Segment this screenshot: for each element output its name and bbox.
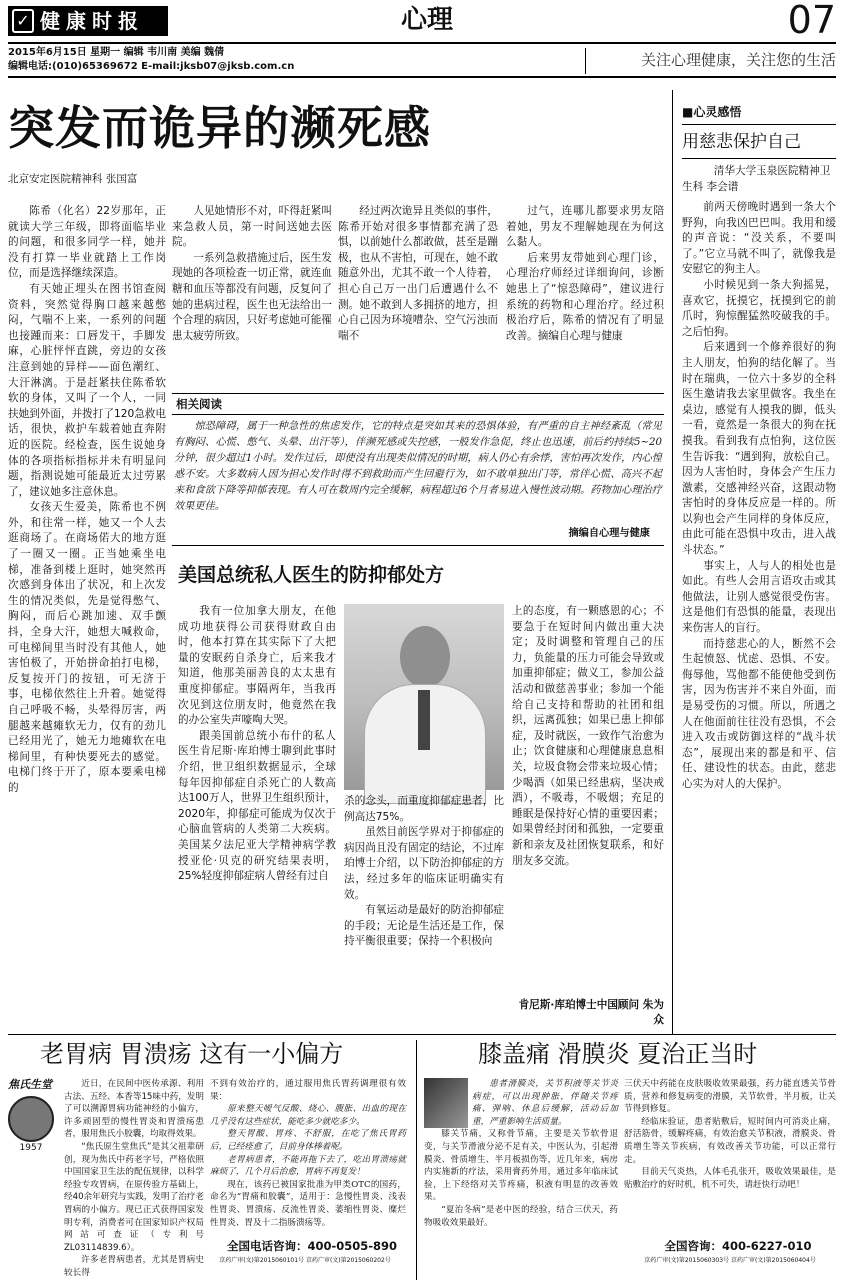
contact-line: 编辑电话:(010)65369672 E-mail:jksb07@jksb.com.cn [8, 61, 295, 72]
paragraph: 经临床验证，患者贴敷后，短时间内可消炎止痛，舒活筋骨，缓解疼痛，有效治愈关节积液，滑膜炎、骨质增生等关节疾病，有效改善关节功能，可以正常行走。 [624, 1116, 836, 1165]
main-byline: 北京安定医院精神科 张国富 [8, 173, 138, 185]
paragraph: 人见她情形不对，吓得赶紧叫来急救人员，第一时间送她去医院。 [172, 205, 332, 249]
sidebar-title: 用慈悲保护自己 [682, 132, 801, 152]
paragraph: 有天她正埋头在图书馆查阅资料，突然觉得胸口越来越憋闷，气喘不上来，一系列的问题也接踵而来：口唇发干，手脚发麻，心脏怦怦直跳，旁边的女孩注意到她的异样——面色潮红、大汗淋漓。于是赶紧扶住陈希软软的身体，又叫了一个人，一同扶她到外面，并拨打了120急救电话，很快，救护车载着她直奔附近的医院。经检查，医生说她身体的各项指标指标并未有明显问题，指测说她可能最近太过劳累了，建议她多注意休息。 [8, 282, 166, 498]
ad-left-col1 [64, 1078, 204, 1278]
paragraph: 膝关节痛，又称骨节痛，主要是关节软骨退变，与关节滑液分泌不足有关，中医认为，引起滑膜炎、骨质增生、半月板损伤等，近几年来，病房内实施新的疗法，采用膏药外用，通过多年临床试验，上下经络对关节疼痛，积液有明显的改善效果。 [424, 1129, 618, 1203]
paragraph: 上的态度，有一颗感恩的心；不要急于在短时间内做出重大决定；及时调整和管理自己的压力，负能量的压力可能会导致或加重抑郁症；做义工，参加公益活动和做慈善事业；参加一个能给自己支持和帮助的社团和组织，远离孤独；如果已患上抑郁症，及时就医，一致作气治愈为止；饮食健康和心理健康息息相关，垃圾食物会带来垃圾心情；少喝酒（如果已经患病，坚决戒酒），不吸毒，不吸烟；充足的睡眠是保持好心情的重要因素；如果曾经封闭和孤独，一定要重新和亲友及社团恢复联系，和好朋友多交流。 [512, 605, 664, 867]
paragraph: “焦氏原生堂焦氏”是其父祖辈研创，现为焦氏中药老字号，严格依照中国国家卫生法的配伍规律，以科学经验专攻胃病，在原传验方基础上，经40余年研究与实践，发明了治疗老胃病的小偏方。现已正式获得国家发明专利，消费者可在国家知识产权局网站可查证（专利号ZL03114839.6）。 [64, 1141, 204, 1253]
masthead [0, 0, 844, 78]
paragraph: 许多老胃病患者，尤其是胃病史较长得 [64, 1255, 204, 1278]
brand-portrait-icon [8, 1096, 54, 1142]
photo-head [400, 626, 450, 688]
ad-left-logo [8, 1078, 60, 1168]
paragraph: 过气，连哪儿都要求男友陪着她，男友不理解她现在为何这么黏人。 [506, 205, 664, 249]
ad-left-fineprint: 京药广审(文)第2015060101号 京药广审(文)第2015060202号 [219, 1257, 391, 1264]
main-article-col2 [172, 204, 332, 389]
paragraph: 现在，该药已被国家批准为甲类OTC的国药，命名为“胃痛和胶囊”，适用于：急慢性胃炎、浅表性胃炎、胃溃疡、反流性胃炎、萎缩性胃炎、糜烂性胃炎、胃及十二指肠溃疡等。 [210, 1179, 406, 1228]
second-headline: 美国总统私人医生的防抑郁处方 [178, 564, 445, 586]
paragraph: 而持慈悲心的人，断然不会生起愤怒、忧虑、恐惧、不安。侮辱他，骂他都不能使他受到伤害，因为伤害并不来自外面，而是易受伤的习惯。所以，所遇之人在他面前往往没有恐惧，不会进入攻击或防御这样的“战斗状态”，展现出来的都是和平、信任、建设性的状态。由此，慈悲心实为对人的大保护。 [682, 637, 836, 790]
date-line: 2015年6月15日 星期一 编辑 韦川南 美编 魏倩 [8, 47, 225, 58]
main-headline: 突发而诡异的濒死感 [8, 101, 431, 155]
paragraph: 老胃病患者，不能再拖下去了，吃出胃溃疡就麻烦了，几个月后治愈，胃病不再复发！ [210, 1154, 406, 1178]
ad-right-fineprint: 京药广审(文)第2015060303号 京药广审(文)第2015060404号 [644, 1257, 816, 1264]
ad-left-year: 1957 [19, 1143, 43, 1153]
paragraph: “夏治冬病”是老中医的经验，结合三伏天，药物吸收效果最好。 [424, 1204, 618, 1228]
main-article-col1-continued [8, 604, 166, 1024]
paragraph: 女孩天生爱美，陈希也不例外，和往常一样，她又一个人去逛商场了。在商场偌大的地方逛了一圈又一圈。正当她乘坐电梯，准备到楼上逛时，她突然再次感到身体出了状况，和上次发生的情况类似，先是觉得憋气、胸闷，而后心跳加速、双手颤抖，全身大汗，她想大喊救命，可电梯间里当时没有其他人，她害怕极了，开始拼命拍打电梯，反复按开门的按钮，可无济于事，电梯依然往上升着。她觉得自己呼吸不畅，头晕得厉害，两腿越来越瘫软无力，仅有的劲儿已经用光了，她无力地瘫软在电梯间里，有种快要死去的感觉。电梯门终于开了，原本要乘电梯的 [8, 501, 166, 794]
paragraph: 后来男友带她到心理门诊，心理治疗师经过详细询问，诊断她患上了“惊恐障碍”，建议进行系统的药物和心理治疗。经过积极治疗后，陈希的情况有了明显改善。摘编自心理与健康 [506, 251, 664, 342]
ad-right-col2 [624, 1078, 836, 1238]
paragraph: 三伏天中药能在皮肤吸收效果最强，药力能直透关节骨质，营养和修复病变的滑膜，关节软骨，半月板，让关节得到修复。 [624, 1079, 836, 1115]
paragraph: 经过两次诡异且类似的事件，陈希开始对很多事情都充满了恐惧，以前她什么都敢做，甚至是蹦极，也从不害怕，可现在，她不敢随意外出，尤其不敢一个人待着，担心自己万一出门后遭遇什么不测。她不敢到人多拥挤的地方，担心自己因为环境嘈杂、空气污浊而喘不 [338, 205, 498, 342]
ad-right-col1 [424, 1078, 618, 1268]
sidebar-tag: ■心灵感悟 [682, 105, 742, 119]
second-article-col2 [344, 794, 504, 1029]
ad-left-headline: 老胃病 胃溃疡 这有一小偏方 [40, 1040, 344, 1068]
slogan: 关注心理健康，关注您的生活 [640, 51, 836, 69]
ad-right-hotline: 全国咨询：400-6227-010 [664, 1239, 812, 1253]
ad-left-hotline: 全国电话咨询：400-0505-890 [226, 1239, 398, 1253]
second-article-col3 [512, 604, 664, 996]
paragraph: 不到有效治疗的，通过服用焦氏胃药调理很有效果： [210, 1079, 406, 1102]
ad-left-col2 [210, 1078, 406, 1236]
paragraph: 一系列急救措施过后，医生发现她的各项检查一切正常，就连血糖和血压等都没有问题，反复问了她的患病过程，医生也无法给出一个合理的病因，只好考虑她可能罹患太疲劳所致。 [172, 251, 332, 342]
page-number: 07 [787, 0, 836, 42]
paragraph: 原来整天嗳气反酸、烧心、腹胀、出血的现在几乎没有这些症状，能吃多少就吃多少。 [210, 1104, 406, 1127]
related-heading: 相关阅读 [176, 397, 222, 411]
section-title: 心理 [400, 5, 453, 35]
logo-text: 健康时报 [40, 9, 144, 33]
paragraph: 患者滑膜炎，关节积液等关节炎病症，可以出现肿胀，伴随关节疼痛、弹响、休息后缓解，活动后加重，严重影响生活质量。 [472, 1079, 618, 1127]
main-article-col4 [506, 204, 664, 389]
main-article-col1 [8, 204, 166, 794]
logo-mark-icon: ✓ [12, 9, 34, 33]
paragraph: 前两天傍晚时遇到一条大个野狗，向我凶巴巴叫。我用和缓的声音说：“没关系，不要叫了。”它立马就不叫了，就像我是安慰它的狗主人。 [682, 201, 836, 276]
second-article-col1 [178, 604, 336, 1029]
ad-left-brand: 焦氏生堂 [8, 1078, 52, 1091]
paragraph: 事实上，人与人的相处也是如此。有些人会用言语攻击或其他做法，让别人感觉很受伤害。这是他们有恐惧的能量，表现出来伤害人的盲行。 [682, 559, 836, 635]
paragraph: 有氧运动是最好的防治抑郁症的手段；无论是生活还是工作，保持平衡很重要；保持一个积极向 [344, 904, 504, 948]
sidebar-body [682, 200, 836, 1030]
related-box [172, 414, 664, 546]
main-article-col3 [338, 204, 498, 389]
photo-tie [418, 690, 430, 750]
paragraph: 跟美国前总统小布什的私人医生肯尼斯·库珀博士聊到此事时介绍，世卫组织数据显示，全球每年因抑郁症自杀死亡的人数高达100万人，世界卫生组织预计，2020年，抑郁症可能成为仅次于心脑血管病的人类第二大疾病。美国某夕法尼亚大学精神病学教授亚伦·贝克的研究结果表明，25%轻度抑郁症病人曾经有过自 [178, 729, 336, 883]
second-byline: 肯尼斯·库珀博士中国顾问 朱为众 [518, 999, 664, 1026]
paragraph: 整天胃酸、胃疼、不舒服，在吃了焦氏胃药后，已经痊愈了，目前身体棒着呢。 [210, 1129, 406, 1152]
paragraph: 后来遇到一个修养很好的狗主人朋友，怕狗的结化解了。当时在瑞典，一位六十多岁的全科医生邀请我去家里做客。我坐在桌边，感觉有人摸我的脚，低头一看，竟然是一条很大的狗在抚摸我。看到我有点怕狗，这位医生告诉我：“遇到狗，放松自己。因为人害怕时，身体会产生压力激素，交感神经兴奋，这跟动物害怕时的身体反应是一样的。所以狗也会产生同样的身体反应，由此可能在恐惧中攻击，进入战斗状态。” [682, 341, 836, 557]
paragraph: 陈希（化名）22岁那年，正就读大学三年级，即将面临毕业的问题，和很多同学一样，她并没有打算一毕业就踏上工作岗位，而是选择继续深造。 [8, 205, 166, 280]
paragraph: 杀的念头，而重度抑郁症患者，比例高达75%。 [344, 795, 504, 823]
paragraph: 我有一位加拿大朋友，在他成功地获得公司获得财政自由时，他本打算在其实际下了大把量的安眠药自杀身亡，后来我才知道，他那美丽善良的太太患有重度抑郁症。事隔两年，当我再次见到这位朋友时，他竟然在我的办公室失声嚎啕大哭。 [178, 605, 336, 727]
ad-right-headline: 膝盖痛 滑膜炎 夏治正当时 [478, 1040, 758, 1068]
sidebar-byline: 清华大学玉泉医院精神卫生科 李会谱 [682, 165, 831, 193]
newspaper-logo [8, 6, 168, 36]
paragraph: 小时候见到一条大狗摇晃，喜欢它，抚摸它，抚摸到它的前爪时，狗惊醒猛然咬破我的手。之后怕狗。 [682, 278, 836, 338]
paragraph: 近日，在民间中医传承源、利用古法、五经、本香等15味中药，发明了可以溯源胃病功能神经的小偏方，许多顽固型的慢性胃炎和胃溃疡患者，服用焦氏小胶囊，均取得效果。 [64, 1079, 204, 1140]
related-body: 惊恐障碍，属于一种急性的焦虑发作，它的特点是突如其来的恐惧体验，有严重的自主神经紊乱（常见有胸闷、心慌、憋气、头晕、出汗等），伴濒死感或失控感，一般发作急促，终止也迅速，前后约持续5~20分钟，很少超过1小时。发作过后，即使没有出现类似情况的时期，病人仍心有余悸，害怕再次发作，内心惶惑不安。大多数病人因为担心发作时得不到救助而产生回避行为，如不敢单独出门等，常伴心慌、高兴不起来和食欲下降等抑郁表现。有人可在数周内完全缓解，病程超过6个月者易进入慢性波动期。药物加心理治疗效果更佳。 [174, 421, 662, 512]
paragraph: 虽然目前医学界对于抑郁症的病因尚且没有固定的结论，不过库珀博士介绍，以下防治抑郁症的方法，经过多年的临床证明确实有效。 [344, 826, 504, 901]
related-source: 摘编自心理与健康 [565, 524, 651, 539]
paragraph: 目前天气炎热，人体毛孔张开，吸收效果最佳，是贴敷治疗的好时机，机不可失，请赶快行动吧！ [624, 1167, 836, 1190]
doctor-photo [344, 604, 504, 790]
